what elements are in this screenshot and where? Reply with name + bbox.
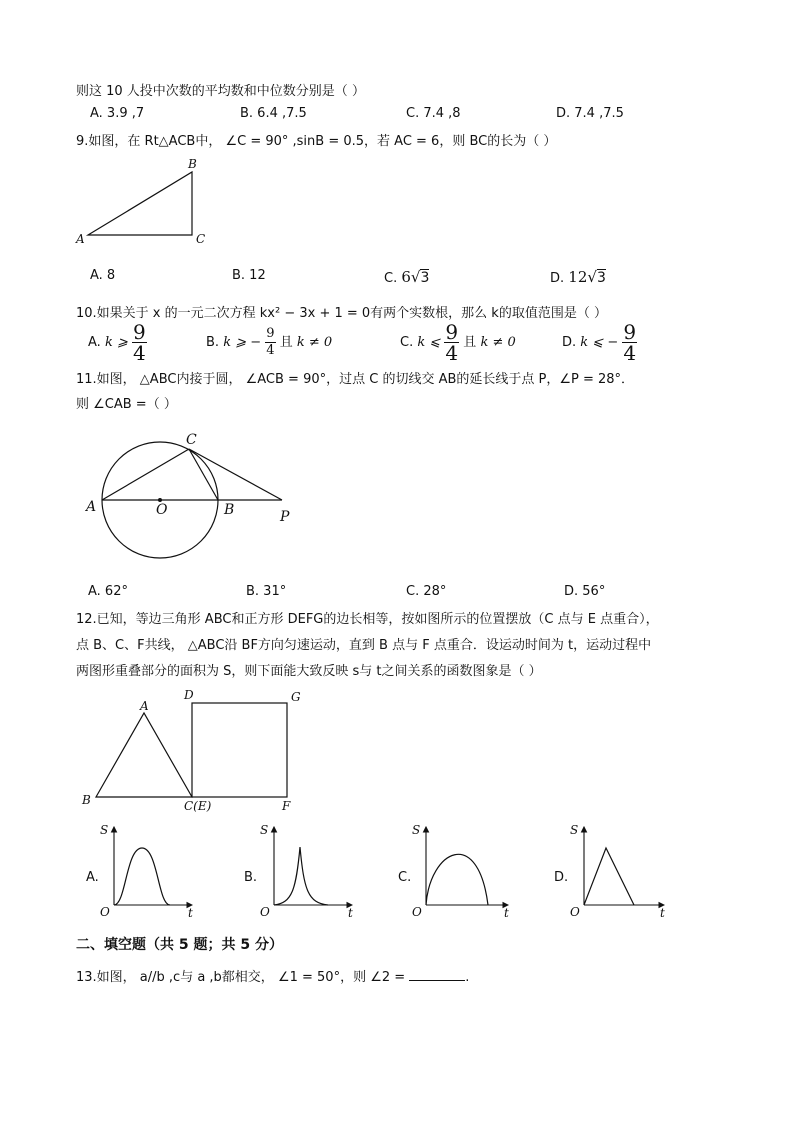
q12-stem-line-1: 12.已知，等边三角形 ABC和正方形 DEFG的边长相等，按如图所示的位置摆放（C 点与 E 点重合）， (76, 612, 659, 627)
q12-graph-d-t: t (660, 906, 665, 920)
q12-graph-b (274, 827, 352, 905)
q12-graph-d-s: S (570, 823, 579, 837)
q12-option-c: C. (398, 870, 412, 885)
q12-graph-c-s: S (412, 823, 421, 837)
q11-option-b: B. 31° (246, 584, 287, 599)
q12-option-d: D. (554, 870, 569, 885)
q12-option-a: A. (86, 870, 99, 885)
q9-option-d: D. 12√3 (550, 268, 606, 286)
q11-label-b: B (224, 502, 235, 518)
q10-option-c: C. k ⩽ $\frac{9}{4}$ 且 k ≠ 0 (400, 320, 516, 365)
q8-option-b: B. 6.4 ,7.5 (240, 106, 307, 121)
q11-label-p: P (280, 509, 290, 525)
q9-label-b: B (188, 157, 197, 171)
q12-stem-line-2: 点 B、C、F共线， △ABC沿 BF方向匀速运动，直到 B 点与 F 点重合．设运动时间为 t，运动过程中 (76, 638, 652, 653)
q12-label-b: B (82, 793, 91, 807)
q12-graph-a-t: t (188, 906, 193, 920)
q12-label-a: A (140, 699, 149, 713)
q9-option-c: C. 6√3 (384, 268, 430, 286)
q11-label-o: O (156, 502, 168, 518)
q10-option-b: B. k ⩾ − $\frac{9}{4}$ 且 k ≠ 0 (206, 326, 333, 358)
q11-option-d: D. 56° (564, 584, 606, 599)
q8-stem: 则这 10 人投中次数的平均数和中位数分别是（ ） (76, 84, 365, 99)
q12-graph-a (114, 827, 192, 905)
q12-graph-d (584, 827, 664, 905)
q10-stem: 10.如果关于 x 的一元二次方程 kx² − 3x + 1 = 0有两个实数根，那么 k的取值范围是（ ） (76, 306, 607, 321)
q9-option-a: A. 8 (90, 268, 116, 283)
q12-label-d: D (184, 688, 194, 702)
q8-option-c: C. 7.4 ,8 (406, 106, 461, 121)
q11-stem-line-1: 11.如图， △ABC内接于圆， ∠ACB = 90°，过点 C 的切线交 AB的延长线于点 P，∠P = 28°． (76, 372, 635, 387)
q12-graph-b-t: t (348, 906, 353, 920)
q9-stem: 9.如图，在 Rt△ACB中， ∠C = 90° ,sinB = 0.5，若 AC = 6，则 BC的长为（ ） (76, 134, 557, 149)
q9-label-c: C (196, 232, 206, 246)
q10-option-d: D. k ⩽ − $\frac{9}{4}$ (562, 320, 637, 365)
q12-stem-line-3: 两图形重叠部分的面积为 S，则下面能大致反映 s与 t之间关系的函数图象是（ ） (76, 664, 542, 679)
section-2-title: 二、填空题（共 5 题；共 5 分） (76, 937, 283, 953)
q12-graph-a-o: O (100, 905, 110, 919)
q12-graph-b-s: S (260, 823, 269, 837)
q13-stem: 13.如图， a//b ,c与 a ,b都相交， ∠1 = 50°，则 ∠2 = . (76, 970, 470, 985)
q11-option-c: C. 28° (406, 584, 447, 599)
q9-option-b: B. 12 (232, 268, 266, 283)
q12-graph-c-t: t (504, 906, 509, 920)
q11-label-c: C (186, 432, 197, 448)
q12-graph-c (426, 827, 508, 905)
q12-graph-c-o: O (412, 905, 422, 919)
q12-label-f: F (282, 799, 291, 813)
q12-label-g: G (291, 690, 301, 704)
q12-graph-d-o: O (570, 905, 580, 919)
q8-option-a: A. 3.9 ,7 (90, 106, 145, 121)
q10-option-a: A. k ⩾ $\frac{9}{4}$ (88, 320, 146, 365)
q12-option-b: B. (244, 870, 258, 885)
q11-option-a: A. 62° (88, 584, 128, 599)
q8-option-d: D. 7.4 ,7.5 (556, 106, 624, 121)
q13-answer-blank[interactable] (409, 968, 465, 981)
q12-graph-b-o: O (260, 905, 270, 919)
q9-label-a: A (76, 232, 85, 246)
q11-label-a: A (86, 499, 97, 515)
q12-graph-a-s: S (100, 823, 109, 837)
q11-stem-line-2: 则 ∠CAB =（ ） (76, 397, 177, 412)
q12-label-ce: C(E) (184, 799, 212, 813)
